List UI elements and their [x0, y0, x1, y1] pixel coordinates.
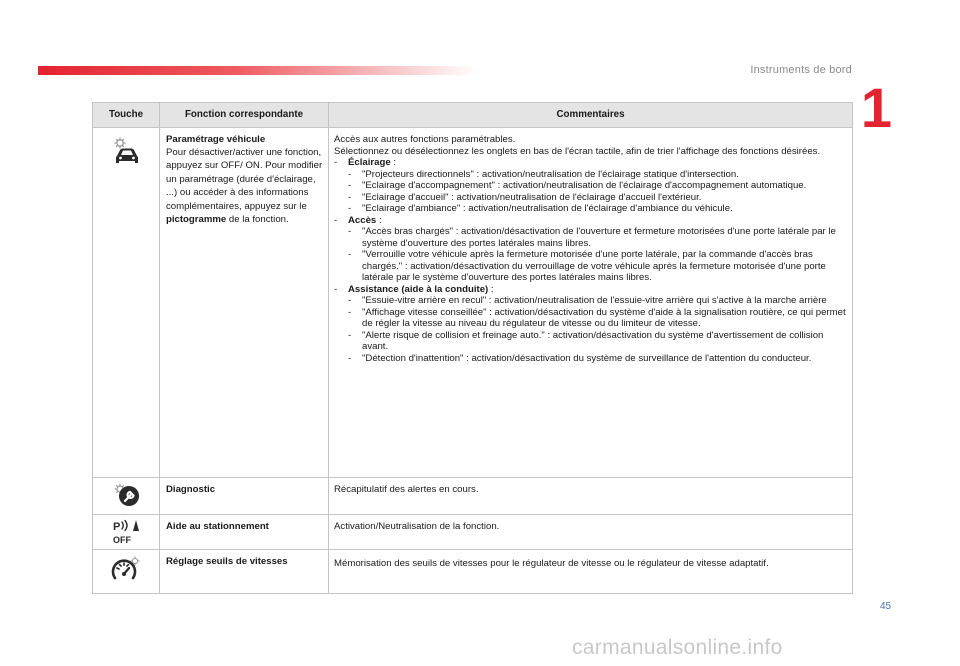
header-comments: Commentaires — [329, 103, 853, 128]
key-cell — [93, 128, 160, 478]
parking-p-glyph: P — [113, 520, 121, 533]
function-cell — [160, 514, 329, 550]
list-item: - "Accès bras chargés" : activation/désactivation de l'ouverture et fermeture motorisées d'une porte latérale par le système d'ouverture des portes latérales mains libres. — [348, 226, 836, 249]
header-accent-bar — [38, 66, 478, 75]
table-row — [93, 128, 853, 478]
header-function: Fonction correspondante — [160, 103, 329, 128]
functions-table — [92, 102, 853, 594]
key-cell — [93, 478, 160, 515]
list-item: - "Essuie-vitre arrière en recul" : activation/neutralisation de l'essuie-vitre arrière qui s'active à la marche arrière — [348, 295, 827, 306]
list-item: - "Projecteurs directionnels" : activation/neutralisation de l'éclairage statique d'intersection. — [348, 168, 739, 180]
header-key: Touche — [93, 103, 160, 128]
table-header-row — [93, 103, 853, 128]
section-heading: - Accès : — [334, 214, 382, 226]
function-label: Paramétrage véhicule — [166, 134, 266, 145]
key-cell — [93, 514, 160, 550]
car-settings-icon[interactable] — [109, 134, 143, 168]
function-label: Aide au stationnement — [166, 520, 269, 532]
comment-intro: Accès aux autres fonctions paramétrables. — [334, 134, 516, 145]
comment-text: Activation/Neutralisation de la fonction. — [334, 520, 500, 532]
function-label: Réglage seuils de vitesses — [166, 556, 288, 567]
chapter-number: 1 — [860, 76, 892, 139]
off-label: OFF — [113, 534, 131, 545]
list-item: - "Détection d'inattention" : activation/désactivation du système de surveillance de l'attention du conducteur. — [348, 352, 812, 364]
chapter-title: Instruments de bord — [750, 64, 852, 76]
function-description: Pour désactiver/activer une fonction, appuyez sur OFF/ ON. Pour modifier un paramétrage (durée d'éclairage, ...) ou accéder à des informations complémentaires, appuyez sur le pictogramme de la fonction. — [166, 146, 323, 226]
comment-cell — [329, 128, 853, 478]
list-item: - "Eclairage d'ambiance" : activation/neutralisation de l'éclairage d'ambiance du véhicule. — [348, 203, 733, 214]
table-row — [93, 478, 853, 515]
comment-intro: Sélectionnez ou désélectionnez les onglets en bas de l'écran tactile, afin de trier l'affichage des fonctions désirées. — [334, 145, 821, 157]
parking-sensor-off-icon[interactable] — [109, 518, 143, 545]
list-item: - "Alerte risque de collision et freinage auto." : activation/désactivation du système d'avertissement de collision avant. — [348, 329, 824, 352]
comment-text: Mémorisation des seuils de vitesses pour le régulateur de vitesse ou le régulateur de vitesse adaptatif. — [334, 558, 769, 569]
comment-cell — [329, 550, 853, 594]
function-cell — [160, 478, 329, 515]
comment-cell — [329, 478, 853, 515]
function-cell — [160, 550, 329, 594]
section-heading: - Assistance (aide à la conduite) : — [334, 283, 494, 295]
list-item: - "Eclairage d'accueil" : activation/neutralisation de l'éclairage d'accueil l'extérieur. — [348, 191, 702, 203]
speed-settings-icon[interactable] — [109, 554, 143, 584]
function-cell — [160, 128, 329, 478]
comment-cell — [329, 514, 853, 550]
watermark: carmanualsonline.info — [572, 636, 783, 659]
list-item: - "Eclairage d'accompagnement" : activation/neutralisation de l'éclairage d'accompagnement automatique. — [348, 180, 807, 191]
list-item: - "Affichage vitesse conseillée" : activation/désactivation du système d'aide à la signalisation routière, ce qui permet de régler la vitesse au niveau du régulateur de vitesse ou du limiteur de vitesse. — [348, 306, 846, 329]
page-number: 45 — [880, 601, 892, 612]
comment-text: Récapitulatif des alertes en cours. — [334, 484, 479, 495]
table-row — [93, 550, 853, 594]
function-label: Diagnostic — [166, 484, 216, 495]
list-item: - "Verrouille votre véhicule après la fermeture motorisée d'une porte latérale, par la commande d'accès bras chargés." : activation/désactivation du verrouillage de votre véhicule après la fermeture motorisée d'une porte latérale par le système d'ouverture des portes latérales mains libres. — [348, 249, 826, 283]
key-cell — [93, 550, 160, 594]
table-row — [93, 514, 853, 550]
diagnostic-wrench-icon[interactable] — [111, 481, 141, 509]
section-heading: - Éclairage : — [334, 157, 397, 168]
